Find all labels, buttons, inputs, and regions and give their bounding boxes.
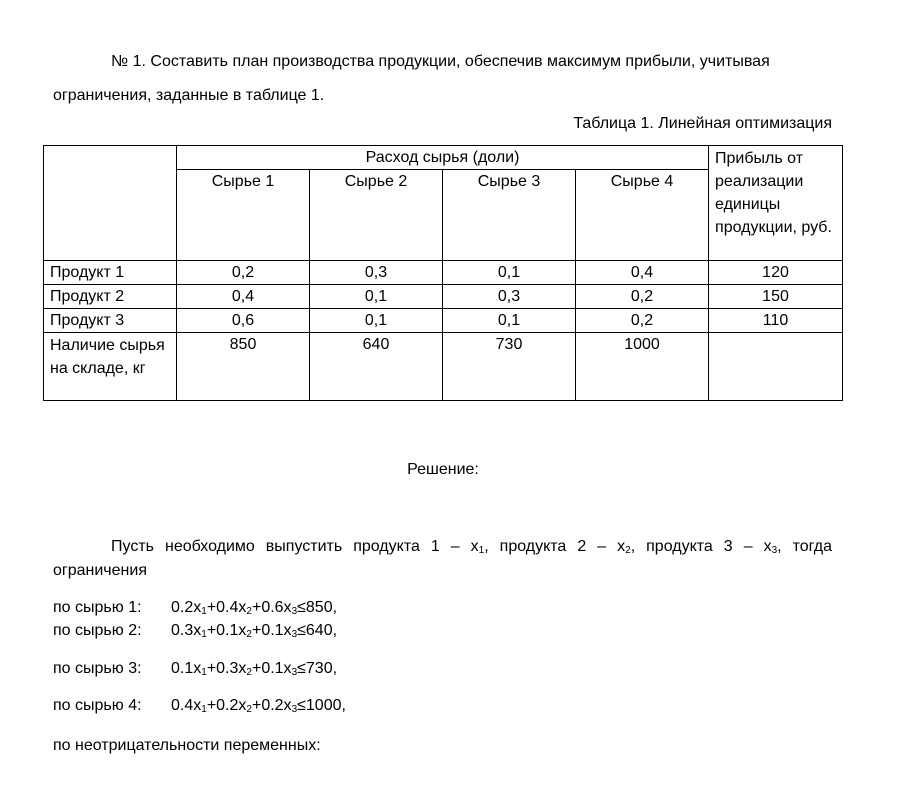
table-cell: 0,4 xyxy=(576,261,709,285)
profit-cell: 110 xyxy=(709,309,843,333)
solution-heading: Решение: xyxy=(407,461,479,478)
table-cell: 0,6 xyxy=(177,309,310,333)
column-header: Сырье 1 xyxy=(177,170,310,261)
table-cell: 0,1 xyxy=(310,309,443,333)
table-row xyxy=(44,309,843,333)
data-table xyxy=(43,145,843,401)
table-cell: 0,1 xyxy=(443,309,576,333)
group-header: Расход сырья (доли) xyxy=(177,146,709,170)
table-cell: 0,1 xyxy=(310,285,443,309)
column-header: Сырье 4 xyxy=(576,170,709,261)
table-cell: 850 xyxy=(177,333,310,401)
table-cell: 0,2 xyxy=(576,309,709,333)
constraint-4: по сырью 4: $0.4x_1+0.2x_2+0.2x_3\le 1000$, xyxy=(53,697,346,715)
table-cell: 0,3 xyxy=(310,261,443,285)
header-row-1 xyxy=(44,146,843,170)
problem-statement: № 1. Составить план производства продукции, обеспечив максимум прибыли, учитывая ограничения, заданные в таблице 1. xyxy=(53,53,770,104)
table-cell: 0,2 xyxy=(576,285,709,309)
table-cell: 1000 xyxy=(576,333,709,401)
profit-cell: 120 xyxy=(709,261,843,285)
stock-row xyxy=(44,333,843,401)
column-header: Сырье 3 xyxy=(443,170,576,261)
profit-cell: 150 xyxy=(709,285,843,309)
row-label: Продукт 1 xyxy=(44,261,177,285)
table-cell: 0,3 xyxy=(443,285,576,309)
table-caption: Таблица 1. Линейная оптимизация xyxy=(573,115,832,132)
row-label: Продукт 3 xyxy=(44,309,177,333)
table-row xyxy=(44,261,843,285)
constraint-3: по сырью 3: $0.1x_1+0.3x_2+0.1x_3\le 730$, xyxy=(53,660,338,678)
table-cell: 0,1 xyxy=(443,261,576,285)
constraint-2: по сырью 2: $0.3x_1+0.1x_2+0.1x_3\le 640$, xyxy=(53,622,338,640)
non-negativity-note: по неотрицательности переменных: xyxy=(53,737,321,754)
profit-cell xyxy=(709,333,843,401)
table-cell: 730 xyxy=(443,333,576,401)
profit-header: Прибыль от реализации единицы продукции, руб. xyxy=(709,146,843,261)
table-row xyxy=(44,285,843,309)
row-label: Наличие сырья на складе, кг xyxy=(44,333,177,401)
table-cell: 0,4 xyxy=(177,285,310,309)
row-label: Продукт 2 xyxy=(44,285,177,309)
table-cell: 640 xyxy=(310,333,443,401)
constraint-1: по сырью 1: $0.2x_1+0.4x_2+0.6x_3\le 850$, xyxy=(53,599,338,617)
table-cell: 0,2 xyxy=(177,261,310,285)
variables-definition: Пусть необходимо выпустить продукта $1 - x_1$, продукта $2 - x_2$, продукта $3 - x_3$, тогда ограничения xyxy=(53,538,832,579)
column-header: Сырье 2 xyxy=(310,170,443,261)
corner-cell xyxy=(44,146,177,261)
